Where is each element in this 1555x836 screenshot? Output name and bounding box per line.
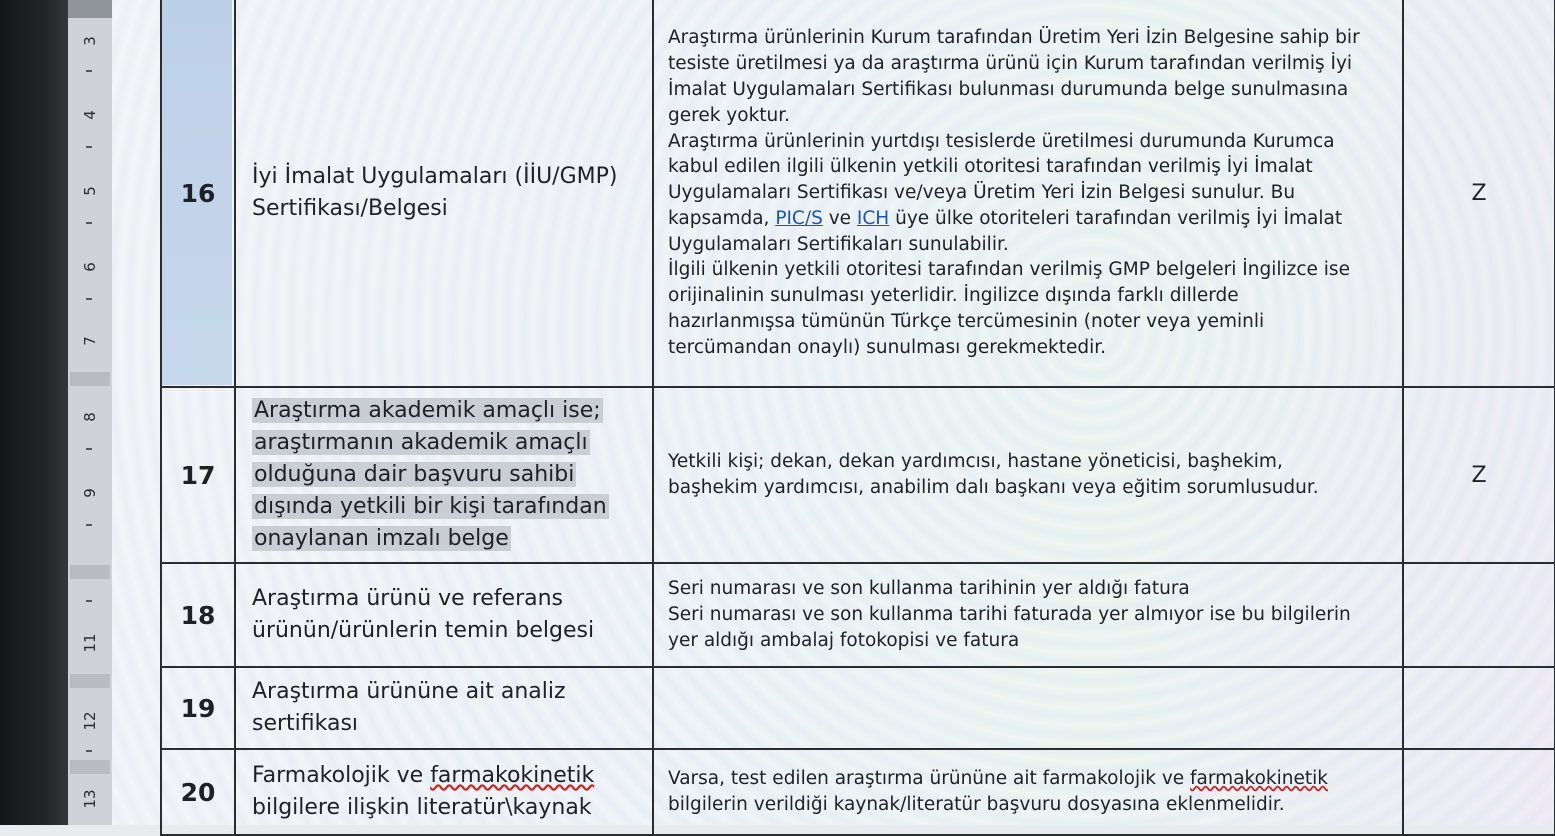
ruler-number: 5: [81, 186, 99, 196]
title-line: İyi İmalat Uygulamaları (İİU/GMP): [252, 164, 618, 189]
title-line: bilgilere ilişkin literatür\kaynak: [252, 795, 592, 820]
ruler-tick: [86, 70, 92, 72]
ruler-tick: [86, 298, 92, 300]
title-text: Farmakolojik ve: [252, 763, 431, 788]
ruler-indent-marker[interactable]: [70, 565, 110, 579]
ruler-number: 9: [81, 488, 99, 498]
spelling-flagged-word[interactable]: farmakokinetik: [430, 763, 595, 788]
desc-line: Uygulamaları Sertifikası ve/veya Üretim Yeri İzin Belgesi sunulur. Bu: [668, 182, 1296, 204]
ruler-number: 12: [81, 711, 99, 731]
ruler-number: 4: [81, 110, 99, 120]
ruler-indent-marker[interactable]: [70, 674, 110, 688]
ruler-number: 8: [81, 412, 99, 422]
ich-link[interactable]: ICH: [856, 207, 890, 229]
pics-link[interactable]: PIC/S: [775, 207, 823, 229]
row-code[interactable]: Z: [1403, 0, 1555, 387]
desc-line: orijinalinin sunulması yeterlidir. İngilizce dışında farklı dillerde: [668, 285, 1239, 307]
monitor-bezel: [0, 0, 68, 825]
row-number[interactable]: 20: [161, 749, 235, 835]
row-code[interactable]: [1403, 667, 1555, 749]
desc-line: yer aldığı ambalaj fotokopisi ve fatura: [668, 629, 1020, 651]
desc-line: İmalat Uygulamaları Sertifikası bulunması durumunda belge sunulmasına: [668, 78, 1349, 100]
row-description[interactable]: [653, 563, 1403, 667]
row-number[interactable]: 17: [161, 387, 235, 563]
desc-text: ve: [822, 207, 857, 229]
title-line: [252, 760, 646, 792]
selected-title-line: araştırmanın akademik amaçlı: [254, 430, 588, 455]
desc-line: hazırlanmışsa tümünün Türkçe tercümesinin (noter veya yeminli: [668, 311, 1265, 333]
desc-line: Araştırma ürünlerinin Kurum tarafından Üretim Yeri İzin Belgesine sahip bir: [668, 27, 1360, 49]
row-description[interactable]: [653, 749, 1403, 835]
desc-line: İlgili ülkenin yetkili otoritesi tarafından verilmiş GMP belgeleri İngilizce ise: [668, 259, 1350, 281]
document-page[interactable]: [112, 0, 1555, 825]
row-description-empty[interactable]: [653, 667, 1403, 749]
table-row: [161, 563, 1555, 667]
spelling-flagged-word[interactable]: farmakokinetik: [1190, 768, 1328, 790]
title-line: Araştırma ürünü ve referans: [252, 586, 564, 611]
desc-line: Uygulamaları Sertifikaları sunulabilir.: [668, 233, 1009, 255]
ruler-indent-marker[interactable]: [70, 760, 110, 774]
table-row: [161, 387, 1555, 563]
desc-link-line: [668, 206, 1392, 232]
ruler-tick: [86, 600, 92, 602]
desc-line: başhekim yardımcısı, anabilim dalı başkanı veya eğitim sorumlusudur.: [668, 477, 1319, 498]
ruler-number: 3: [81, 36, 99, 46]
desc-text: Varsa, test edilen araştırma ürününe ait farmakolojik ve: [668, 768, 1191, 790]
ruler-tick: [86, 448, 92, 450]
selected-title-line: onaylanan imzalı belge: [254, 526, 509, 551]
row-title[interactable]: [235, 749, 653, 835]
desc-line: Araştırma ürünlerinin yurtdışı tesislerde üretilmesi durumunda Kurumca: [668, 130, 1335, 152]
table-row: [161, 667, 1555, 749]
ruler-indent-marker[interactable]: [70, 372, 110, 386]
row-number[interactable]: 16: [161, 0, 235, 387]
row-number[interactable]: 19: [161, 667, 235, 749]
desc-line: kabul edilen ilgili ülkenin yetkili otoritesi tarafından verilmiş İyi İmalat: [668, 156, 1313, 178]
ruler-tick: [86, 750, 92, 752]
desc-line: [668, 766, 1392, 792]
ruler-number: 7: [81, 336, 99, 346]
ruler-tick: [86, 146, 92, 148]
desc-text: kapsamda,: [668, 207, 776, 229]
desc-line: tesiste üretilmesi ya da araştırma ürünü için Kurum tarafından verilmiş İyi: [668, 53, 1353, 75]
ruler-number: 11: [81, 633, 99, 653]
row-description[interactable]: [653, 387, 1403, 563]
row-title[interactable]: [235, 563, 653, 667]
table-row: [161, 749, 1555, 835]
desc-line: gerek yoktur.: [668, 104, 791, 126]
ruler-tick: [86, 524, 92, 526]
desc-line: bilgilerin verildiği kaynak/literatür başvuru dosyasına eklenmelidir.: [668, 794, 1285, 815]
desc-line: Yetkili kişi; dekan, dekan yardımcısı, hastane yöneticisi, başhekim,: [668, 451, 1283, 473]
title-line: ürünün/ürünlerin temin belgesi: [252, 618, 595, 643]
row-title-selected[interactable]: [235, 387, 653, 563]
row-code[interactable]: [1403, 749, 1555, 835]
ruler-margin-band: [68, 0, 112, 18]
desc-line: tercümandan onaylı) sunulması gerekmektedir.: [668, 336, 1107, 358]
desc-line: Seri numarası ve son kullanma tarihi faturada yer almıyor ise bu bilgilerin: [668, 604, 1351, 626]
row-code[interactable]: [1403, 563, 1555, 667]
ruler-number: 6: [81, 262, 99, 272]
selected-title-line: olduğuna dair başvuru sahibi: [254, 462, 575, 487]
row-description[interactable]: [653, 0, 1403, 387]
desc-text: üye ülke otoriteleri tarafından verilmiş İyi İmalat: [889, 207, 1343, 229]
table-row: [161, 0, 1555, 387]
row-number[interactable]: 18: [161, 563, 235, 667]
ruler-tick: [86, 222, 92, 224]
title-line: Sertifikası/Belgesi: [252, 196, 448, 221]
document-table: [160, 0, 1555, 836]
desc-line: Seri numarası ve son kullanma tarihinin yer aldığı fatura: [668, 578, 1190, 600]
row-title[interactable]: [235, 0, 653, 387]
vertical-ruler[interactable]: [68, 0, 113, 825]
ruler-number: 13: [81, 789, 99, 809]
title-line: sertifikası: [252, 711, 359, 736]
row-code[interactable]: Z: [1403, 387, 1555, 563]
selected-title-line: Araştırma akademik amaçlı ise;: [254, 398, 601, 423]
row-title[interactable]: [235, 667, 653, 749]
selected-title-line: dışında yetkili bir kişi tarafından: [254, 494, 607, 519]
title-line: Araştırma ürününe ait analiz: [252, 679, 566, 704]
